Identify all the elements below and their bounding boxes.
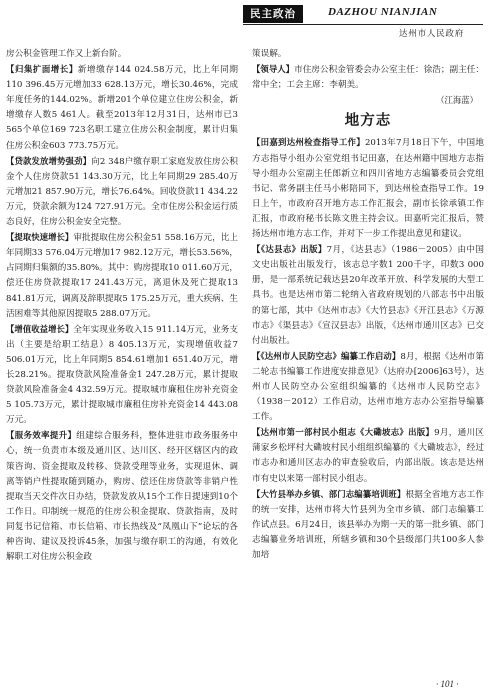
paragraph: 房公积金管理工作又上新台阶。: [6, 49, 127, 59]
page-header: [0, 0, 489, 40]
paragraph: 【归集扩面增长】新增缴存144 024.58万元，比上年同期110 396.45万元增加33 628.13万元，增长30.46%，完成年度任务的144.02%。新增201个单位建立住房公积金，新增缴存人数5 461人。截至2013年12月31日，达州市已3 565个单位169 723名职工建立住房公积金制度，累计归集住房公积金603 773.75万元。: [6, 64, 238, 151]
paragraph: 策误解。: [252, 49, 287, 59]
author-signature: （江海蓝）: [436, 95, 478, 106]
section-heading: 地方志: [344, 113, 392, 130]
paragraph: 【《达州市人民防空志》编纂工作启动】8月，根据《达州市第二轮志书编纂工作进度安排意见》（达府办[2006]63号），达州市人民防空办公室组织编纂的《达州市人民防空志》（1938－2012）工作启动，达州市地方志办公室指导编纂工作。: [252, 350, 484, 423]
left-column: [6, 46, 238, 565]
paragraph: 【田嘉到达州检查指导工作】2013年7月18日下午，中国地方志指导小组办公室党组书记田嘉，在达州籍中国地方志指导小组办公室副主任郎新立和四川省地方志编纂委员会党组书记、常务副主任马小彬陪同下，到达州检查指导工作。19日上午，市政府召开地方志工作汇报会，副市长徐承镇工作汇报，市政府秘书长陈文胜主持会议。田嘉听完汇报后，赞扬达州市地方志工作，并对下一步工作提出意见和建议。: [252, 137, 484, 240]
paragraph: 【提取快速增长】审批提取住房公积金51 558.16万元，比上年同期33 576.04万元增加17 982.12万元，增长53.56%，占同期归集额的35.80%。其中：购房提取10 011.60万元，偿还住房贷款提取17 241.43万元，离退休及死亡提取13 841.81万元，调离及辞职提取5 175.25万元，重大疾病、生活困难等其他原因提取5 288.07万元。: [6, 232, 238, 319]
paragraph: 【服务效率提升】组建综合服务科，整体进驻市政务服务中心，统一负责市本级及通川区、达川区、经开区辖区内的政策咨询、资金提取及转移、贷款受理等业务，实现退休、调离等销户性提取随到随办，购房、偿还住房贷款等非销户性提取当天交件次日办结，贷款发放从15个工作日提速到10个工作日。印制统一规范的住房公积金提取、贷款指南，及时同复书记信箱、市长信箱、市长热线及“凤凰山下”论坛的各种咨询、建议及投诉45条，加强与缴存职工的沟通，有效化解职工对住房公积金政: [6, 430, 238, 563]
paragraph: 【贷款发放增势强劲】向2 348户缴存职工家庭发放住房公积金个人住房贷款51 143.30万元，比上年同期29 285.40万元增加21 857.90万元，增长76.64%。回收贷款11 434.22万元，贷款余额为124 727.91万元。全市住房公积金运行质态良好，住房公积金安全完整。: [6, 155, 239, 228]
header-rule: [243, 24, 483, 25]
paragraph: 【增值收益增长】全年实现业务收入15 911.14万元，业务支出（主要是给职工结息）8 405.13万元，实现增值收益7 506.01万元，比上年同期5 854.61增加1 651.40万元，增长28.21%。提取贷款风险准备金1 247.28万元，累计提取贷款风险准备金4 432.59万元。提取城市廉租住房补充资金5 105.73万元，累计提取城市廉租住房补充资金14 443.08万元。: [6, 323, 238, 426]
page-number: · 101 ·: [436, 679, 459, 689]
header-subtitle: 达州市人民政府: [399, 29, 465, 39]
right-column: [252, 46, 484, 563]
paragraph: 【《达县志》出版】7月，《达县志》（1986－2005）由中国文史出版社出版发行，该志总字数1 200千字，印数3 000册，是一部系统记载达县20年改革开放、科学发展的大型工具书。也是达州市第二轮纳入省政府规划的八部志书中出版的第七部，其中《达州市志》《大竹县志》《开江县志》《万源市志》《渠县志》《宣汉县志》出版，《达州市通川区志》已交付出版社。: [252, 244, 484, 346]
paragraph: 【达州市第一部村民小组志《大磡坡志》出版】9月，通川区蒲家乡松坪村大磡坡村民小组组织编纂的《大磡坡志》，经过市志办和通川区志办的审查验收后，内部出版。该志是达州市有史以来第一部村民小组志。: [252, 427, 485, 484]
journal-title: DAZHOU NIANJIAN: [328, 6, 438, 18]
paragraph: 【大竹县举办乡镇、部门志编纂培训班】根据全省地方志工作的统一安排，达州市将大竹县列为全市乡镇、部门志编纂工作试点县。6月24日，该县举办为期一天的第一批乡镇、部门志编纂业务培训班，所辖乡镇和30个县级部门共100多人参加培: [252, 488, 484, 560]
section-badge: 民主政治: [243, 5, 303, 23]
paragraph: 【领导人】市住房公积金管委会办公室主任：徐浩；副主任：常中全；工会主席：李朝美。: [252, 64, 484, 91]
